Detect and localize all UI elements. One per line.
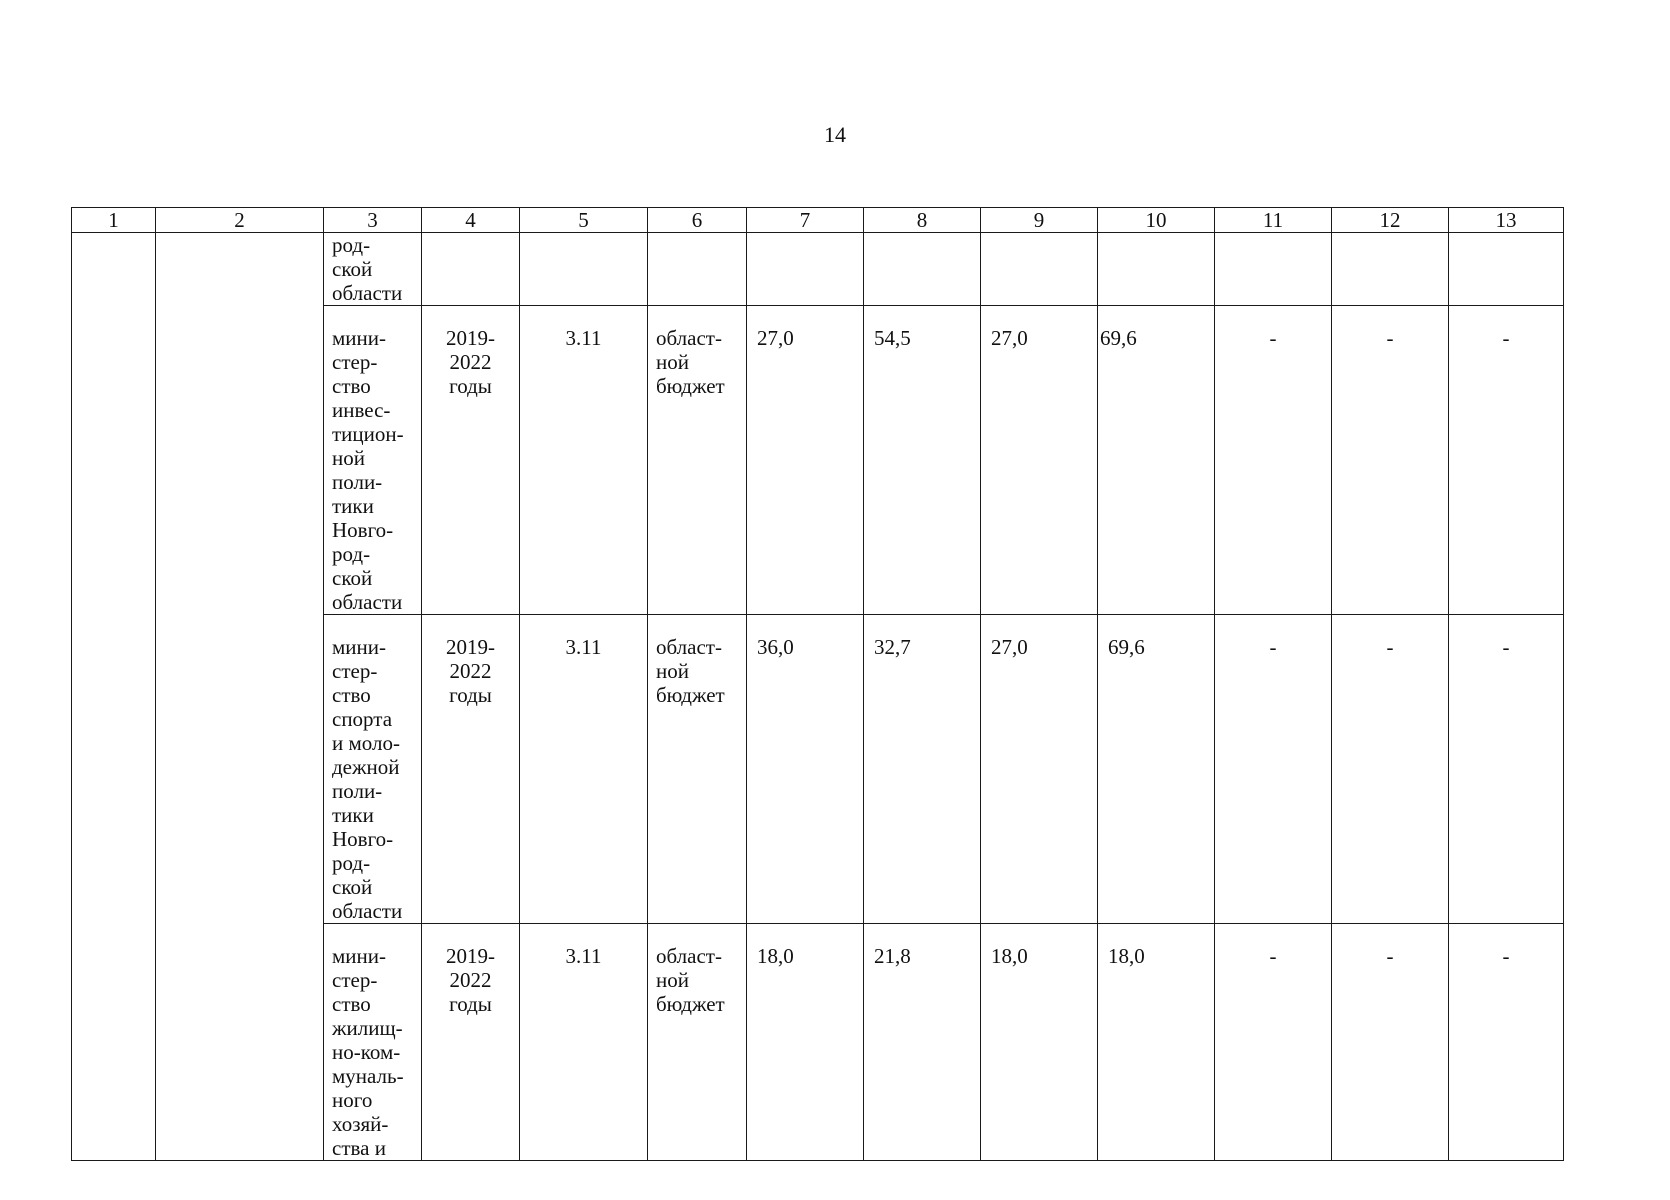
column-header: 13: [1449, 208, 1564, 233]
value-cell: 18,0: [1108, 944, 1145, 968]
table-cell: [520, 615, 648, 924]
table-cell: [747, 306, 864, 615]
value-cell: 18,0: [757, 944, 794, 968]
table-cell: [520, 924, 648, 1161]
table-cell: [864, 306, 981, 615]
value-cell: -: [1386, 326, 1394, 350]
table-cell: [864, 233, 981, 306]
table-cell: [324, 233, 422, 306]
executor-text: мини- стер- ство инвес- тицион- ной поли- тики Новго- род- ской области: [332, 326, 404, 614]
budget-table: [71, 207, 1564, 1161]
table-cell: [648, 233, 747, 306]
table-cell: [1332, 233, 1449, 306]
table-cell: [1098, 233, 1215, 306]
source-text: област- ной бюджет: [656, 326, 725, 398]
table-cell: [1215, 615, 1332, 924]
value-cell: 21,8: [874, 944, 911, 968]
table-cell: [422, 306, 520, 615]
indicator-text: 3.11: [565, 944, 602, 968]
table-cell: [1098, 615, 1215, 924]
table-cell: [1098, 306, 1215, 615]
table-cell-col1: [72, 233, 156, 1161]
value-cell: 18,0: [991, 944, 1028, 968]
table-cell: [1215, 924, 1332, 1161]
value-cell: -: [1386, 944, 1394, 968]
value-cell: -: [1269, 635, 1277, 659]
value-cell: 54,5: [874, 326, 911, 350]
value-cell: 69,6: [1108, 635, 1145, 659]
table-cell: [1332, 306, 1449, 615]
value-cell: -: [1269, 326, 1277, 350]
column-header: 4: [422, 208, 520, 233]
table-cell: [1449, 306, 1564, 615]
column-header: 10: [1098, 208, 1215, 233]
table-cell: [1098, 924, 1215, 1161]
column-header: 7: [747, 208, 864, 233]
period-text: 2019- 2022 годы: [446, 635, 495, 707]
table-cell: [422, 233, 520, 306]
value-cell: -: [1269, 944, 1277, 968]
column-header: 5: [520, 208, 648, 233]
table-cell: [1449, 233, 1564, 306]
table-cell: [981, 615, 1098, 924]
table-cell: [1332, 615, 1449, 924]
table-cell: [981, 233, 1098, 306]
value-cell: 27,0: [757, 326, 794, 350]
value-cell: 36,0: [757, 635, 794, 659]
column-header: 1: [72, 208, 156, 233]
table-cell: [648, 615, 747, 924]
column-header: 9: [981, 208, 1098, 233]
column-header: 6: [648, 208, 747, 233]
table-cell: [422, 615, 520, 924]
table-cell: [422, 924, 520, 1161]
table-cell: [864, 615, 981, 924]
table-cell: [520, 306, 648, 615]
value-cell: -: [1502, 635, 1510, 659]
value-cell: 27,0: [991, 635, 1028, 659]
value-cell: 69,6: [1100, 326, 1137, 350]
source-text: област- ной бюджет: [656, 635, 725, 707]
value-cell: -: [1502, 944, 1510, 968]
table-cell: [981, 924, 1098, 1161]
column-header: 12: [1332, 208, 1449, 233]
table-cell: [747, 233, 864, 306]
table-cell: [1215, 306, 1332, 615]
indicator-text: 3.11: [565, 635, 602, 659]
period-text: 2019- 2022 годы: [446, 944, 495, 1016]
column-header: 3: [324, 208, 422, 233]
table-cell: [747, 924, 864, 1161]
table-cell: [747, 615, 864, 924]
table-cell: [520, 233, 648, 306]
executor-text: мини- стер- ство спорта и моло- дежной поли- тики Новго- род- ской области: [332, 635, 403, 923]
table-cell: [324, 615, 422, 924]
table-cell: [324, 306, 422, 615]
column-header: 8: [864, 208, 981, 233]
table-cell: [648, 924, 747, 1161]
column-number-row: [72, 208, 1564, 233]
table-cell: [1332, 924, 1449, 1161]
table-cell: [981, 306, 1098, 615]
table-cell: [1449, 615, 1564, 924]
value-cell: 27,0: [991, 326, 1028, 350]
period-text: 2019- 2022 годы: [446, 326, 495, 398]
table-cell: [1449, 924, 1564, 1161]
table-row: [72, 233, 1564, 306]
table-cell: [648, 306, 747, 615]
table-cell: [324, 924, 422, 1161]
value-cell: -: [1502, 326, 1510, 350]
value-cell: -: [1386, 635, 1394, 659]
column-header: 2: [156, 208, 324, 233]
executor-text: род- ской области: [332, 233, 403, 305]
table-cell: [864, 924, 981, 1161]
page-number: 14: [824, 122, 846, 147]
value-cell: 32,7: [874, 635, 911, 659]
table-cell: [1215, 233, 1332, 306]
indicator-text: 3.11: [565, 326, 602, 350]
column-header: 11: [1215, 208, 1332, 233]
table-cell-col2: [156, 233, 324, 1161]
source-text: област- ной бюджет: [656, 944, 725, 1016]
executor-text: мини- стер- ство жилищ- но-ком- муналь- ного хозяй- ства и: [332, 944, 404, 1160]
